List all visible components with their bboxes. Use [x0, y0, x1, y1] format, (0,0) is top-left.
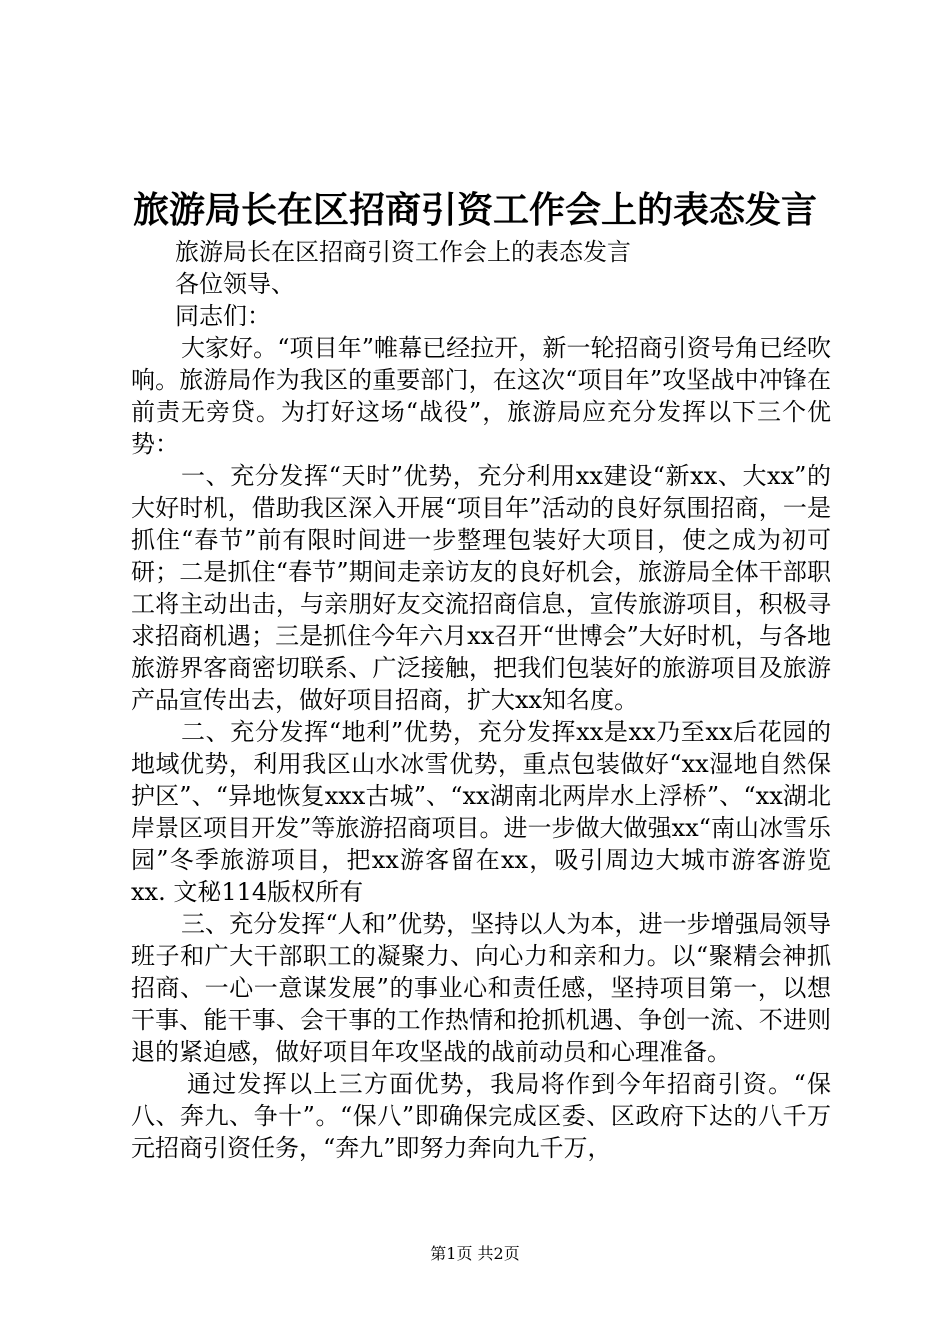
paragraph-dili: 二、充分发挥“地利”优势，充分发挥xx是xx乃至xx后花园的地域优势，利用我区山水冰雪优势，重点包装做好“xx湿地自然保护区”、“异地恢复xxx古城”、“xx湖南北两岸水上浮桥”、“xx湖北岸景区项目开发”等旅游招商项目。进一步做大做强xx“南山冰雪乐园”冬季旅游项目，把xx游客留在xx，吸引周边大城市游客游览xx. 文秘114版权所有	[131, 718, 831, 906]
page-number-footer: 第1页 共2页	[430, 1244, 520, 1263]
salutation-line-1: 各位领导、	[175, 270, 295, 298]
document-body	[131, 236, 831, 1164]
paragraph-renhe: 三、充分发挥“人和”优势，坚持以人为本，进一步增强局领导班子和广大干部职工的凝聚力、向心力和亲和力。以“聚精会神抓招商、一心一意谋发展”的事业心和责任感，坚持项目第一，以想干事、能干事、会干事的工作热情和抢抓机遇、争创一流、不进则退的紧迫感，做好项目年攻坚战的战前动员和心理准备。	[131, 910, 831, 1066]
document-subtitle: 旅游局长在区招商引资工作会上的表态发言	[175, 238, 631, 266]
paragraph-tianshi: 一、充分发挥“天时”优势，充分利用xx建设“新xx、大xx”的大好时机，借助我区深入开展“项目年”活动的良好氛围招商，一是抓住“春节”前有限时间进一步整理包装好大项目，使之成为初可研；二是抓住“春节”期间走亲访友的良好机会，旅游局全体干部职工将主动出击，与亲朋好友交流招商信息，宣传旅游项目，积极寻求招商机遇；三是抓住今年六月xx召开“世博会”大好时机，与各地旅游界客商密切联系、广泛接触，把我们包装好的旅游项目及旅游产品宣传出去，做好项目招商，扩大xx知名度。	[131, 462, 831, 714]
paragraph-conclusion: 通过发挥以上三方面优势，我局将作到今年招商引资。“保八、奔九、争十”。“保八”即确保完成区委、区政府下达的八千万元招商引资任务，“奔九”即努力奔向九千万，	[131, 1070, 831, 1162]
salutation-line-2: 同志们：	[175, 302, 271, 330]
document-title: 旅游局长在区招商引资工作会上的表态发言	[132, 189, 817, 231]
paragraph-intro: 大家好。“项目年”帷幕已经拉开，新一轮招商引资号角已经吹响。旅游局作为我区的重要部门，在这次“项目年”攻坚战中冲锋在前责无旁贷。为打好这场“战役”，旅游局应充分发挥以下三个优势：	[131, 334, 831, 458]
